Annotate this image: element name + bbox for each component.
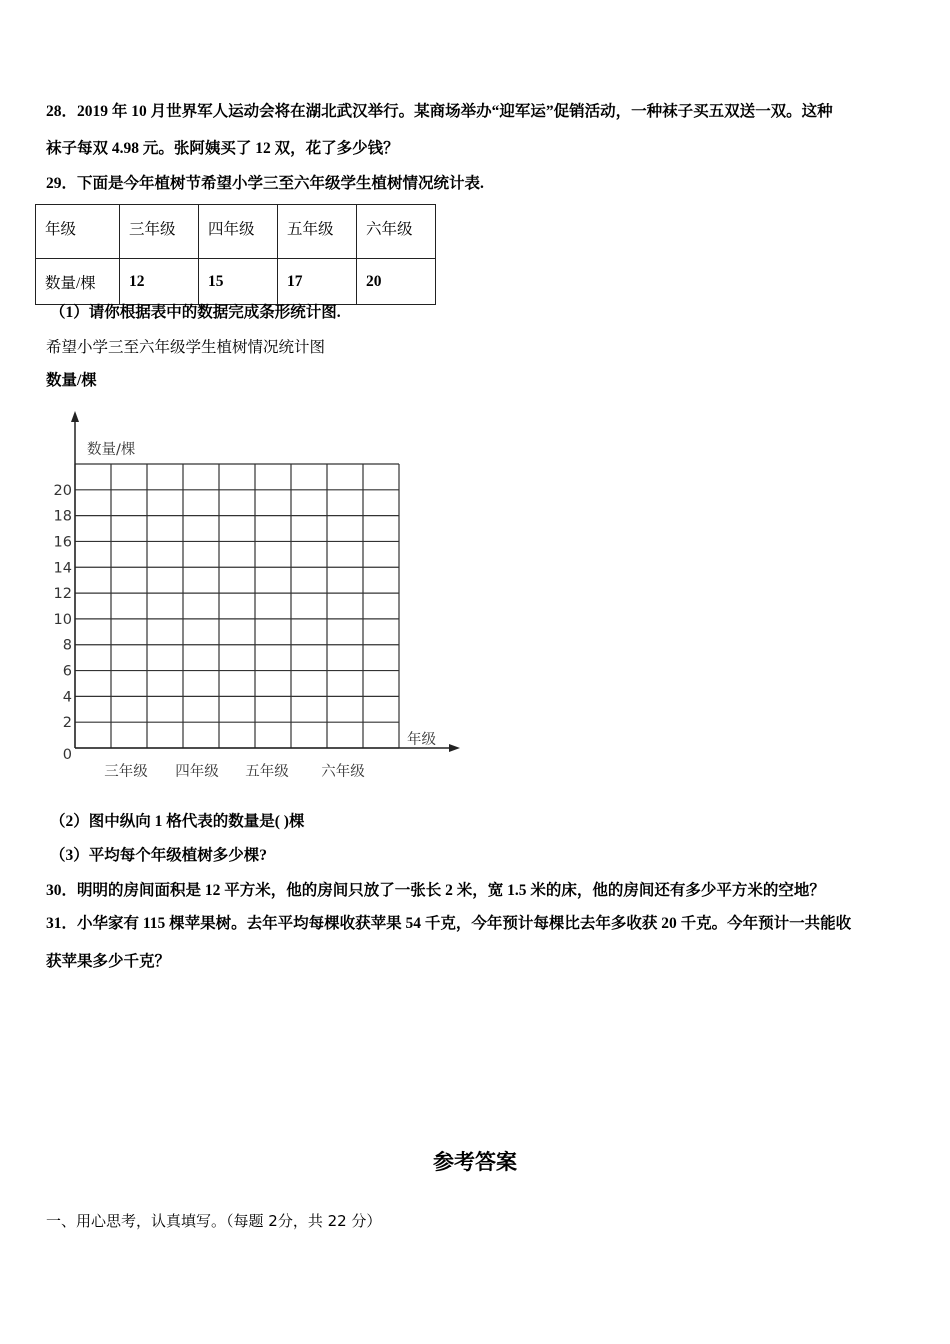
answer-section-1-heading: 一、用心思考，认真填写。（每题 2分，共 22 分） <box>46 1212 382 1230</box>
y-axis <box>71 411 79 748</box>
y-tick-label: 2 <box>62 715 72 732</box>
table-cell: 三年级 <box>120 205 199 259</box>
y-tick-label: 0 <box>62 747 72 763</box>
table-cell: 20 <box>357 259 436 305</box>
x-category-labels <box>104 762 365 780</box>
question-30: 30．明明的房间面积是 12 平方米，他的房间只放了一张长 2 米，宽 1.5 米的床，他的房间还有多少平方米的空地？ <box>46 882 825 899</box>
x-category-label: 三年级 <box>104 764 148 780</box>
y-tick-label: 4 <box>62 689 72 706</box>
x-category-label: 四年级 <box>175 764 219 780</box>
y-tick-label: 12 <box>53 586 72 603</box>
question-29-part-3: （3）平均每个年级植树多少棵? <box>50 847 268 864</box>
x-axis-arrow-icon <box>449 744 460 752</box>
question-29-part-2: （2）图中纵向 1 格代表的数量是( )棵 <box>50 813 305 830</box>
question-31-line-2: 获苹果多少千克？ <box>46 953 171 970</box>
table-cell: 年级 <box>36 205 120 259</box>
answer-key-title: 参考答案 <box>433 1150 517 1174</box>
question-31-line-1: 31．小华家有 115 棵苹果树。去年平均每棵收获苹果 54 千克，今年预计每棵比去年多收获 20 千克。今年预计一共能收 <box>46 915 852 932</box>
y-tick-label: 16 <box>53 534 72 551</box>
y-tick-label: 20 <box>53 482 72 499</box>
y-tick-label: 10 <box>53 611 72 628</box>
chart-title: 希望小学三至六年级学生植树情况统计图 <box>46 339 326 356</box>
question-28-line-1: 28．2019 年 10 月世界军人运动会将在湖北武汉举行。某商场举办“迎军运”促销活动，一种袜子买五双送一双。这种 <box>46 103 833 120</box>
chart-unit-label: 数量/棵 <box>46 372 97 389</box>
x-axis <box>75 744 460 752</box>
table-cell: 17 <box>278 259 357 305</box>
y-axis-arrow-icon <box>71 411 79 422</box>
y-axis-label: 数量/棵 <box>87 442 136 458</box>
table-cell: 四年级 <box>199 205 278 259</box>
question-29-intro: 29．下面是今年植树节希望小学三至六年级学生植树情况统计表. <box>46 175 484 192</box>
y-tick-label: 6 <box>62 663 72 680</box>
x-category-label: 五年级 <box>245 764 289 780</box>
table-cell: 12 <box>120 259 199 305</box>
y-tick-labels <box>54 483 72 763</box>
y-tick-label: 18 <box>53 508 72 525</box>
question-29-part-1: （1）请你根据表中的数据完成条形统计图. <box>50 304 341 321</box>
x-axis-label: 年级 <box>407 732 436 748</box>
x-category-label: 六年级 <box>321 764 365 780</box>
question-28-line-2: 袜子每双 4.98 元。张阿姨买了 12 双，花了多少钱？ <box>46 140 399 157</box>
table-cell: 15 <box>199 259 278 305</box>
y-tick-label: 14 <box>53 560 72 577</box>
table-cell: 五年级 <box>278 205 357 259</box>
chart-grid <box>75 464 399 748</box>
y-tick-label: 8 <box>62 637 72 654</box>
table-cell: 六年级 <box>357 205 436 259</box>
table-cell: 数量/棵 <box>36 259 120 305</box>
